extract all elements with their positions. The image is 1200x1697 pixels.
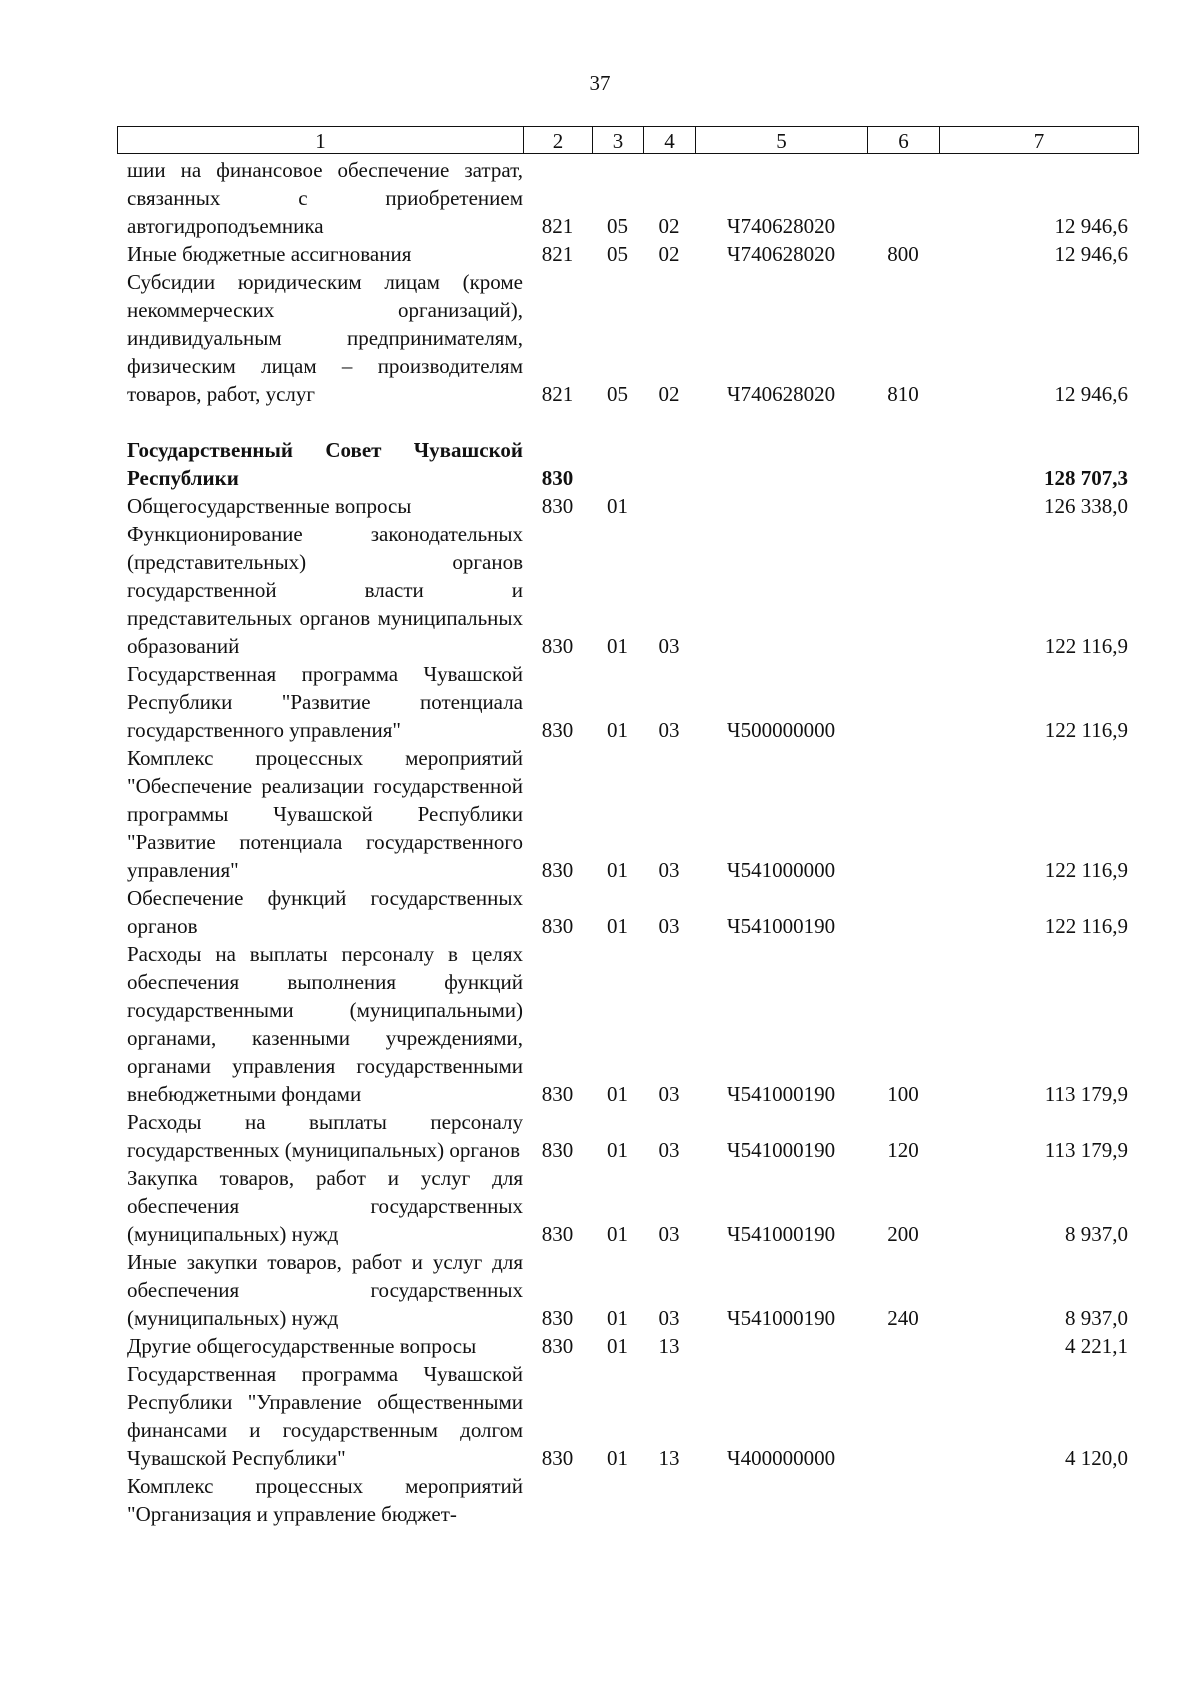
row-section-code: 01 bbox=[607, 1334, 628, 1358]
row-amount: 122 116,9 bbox=[1044, 858, 1128, 882]
row-ministry-code: 830 bbox=[541, 1446, 574, 1470]
table-row bbox=[117, 240, 1138, 268]
row-amount: 12 946,6 bbox=[1054, 214, 1128, 238]
row-description: Обеспечение функций государственных органов bbox=[127, 886, 523, 938]
row-ministry-code: 830 bbox=[541, 1138, 574, 1162]
row-amount: 122 116,9 bbox=[1044, 634, 1128, 658]
row-description: Функционирование законодательных (представительных) органов государственной власти и представительных органов муниципальных образований bbox=[127, 522, 523, 658]
row-amount: 12 946,6 bbox=[1054, 242, 1128, 266]
table-row bbox=[117, 940, 1138, 1108]
row-ministry-code: 830 bbox=[541, 1306, 574, 1330]
row-description: Иные закупки товаров, работ и услуг для обеспечения государственных (муниципальных) нужд bbox=[127, 1250, 523, 1330]
row-subsection-code: 03 bbox=[658, 1082, 680, 1106]
row-description: Субсидии юридическим лицам (кроме некоммерческих организаций), индивидуальным предпринимателям, физическим лицам – производителям товаров, работ, услуг bbox=[127, 270, 523, 406]
table-row bbox=[117, 744, 1138, 884]
column-header-6: 6 bbox=[868, 127, 940, 154]
row-subsection-code: 03 bbox=[658, 1306, 680, 1330]
row-amount: 122 116,9 bbox=[1044, 718, 1128, 742]
row-target-article: Ч541000190 bbox=[726, 914, 836, 938]
table-row bbox=[117, 1472, 1138, 1528]
table-row bbox=[117, 660, 1138, 744]
row-description: Государственная программа Чувашской Республики "Развитие потенциала государственного управления" bbox=[127, 662, 523, 742]
table-row bbox=[117, 1248, 1138, 1332]
row-ministry-code: 830 bbox=[541, 634, 574, 658]
row-expense-type: 810 bbox=[887, 382, 919, 406]
table-row bbox=[117, 492, 1138, 520]
row-target-article: Ч541000190 bbox=[726, 1082, 836, 1106]
column-header-3: 3 bbox=[593, 127, 644, 154]
row-expense-type: 120 bbox=[887, 1138, 919, 1162]
row-spacer bbox=[117, 408, 1138, 436]
row-amount: 4 120,0 bbox=[1065, 1446, 1128, 1470]
row-section-code: 01 bbox=[607, 718, 628, 742]
column-header-row bbox=[118, 127, 1139, 154]
row-subsection-code: 02 bbox=[658, 242, 680, 266]
row-ministry-code: 830 bbox=[541, 1334, 574, 1358]
row-amount: 8 937,0 bbox=[1065, 1222, 1128, 1246]
row-section-code: 01 bbox=[607, 914, 628, 938]
row-subsection-code: 13 bbox=[658, 1446, 680, 1470]
row-amount: 122 116,9 bbox=[1044, 914, 1128, 938]
row-description: Государственный Совет Чувашской Республики bbox=[127, 438, 523, 490]
row-description: Государственная программа Чувашской Республики "Управление общественными финансами и государственным долгом Чувашской Республики" bbox=[127, 1362, 523, 1470]
row-subsection-code: 03 bbox=[658, 1222, 680, 1246]
row-target-article: Ч400000000 bbox=[726, 1446, 836, 1470]
page-number: 37 bbox=[589, 71, 611, 95]
row-description: Другие общегосударственные вопросы bbox=[127, 1334, 477, 1358]
row-amount: 126 338,0 bbox=[1044, 494, 1128, 518]
row-amount: 128 707,3 bbox=[1044, 466, 1128, 490]
table-row bbox=[117, 1164, 1138, 1248]
budget-table-body bbox=[117, 156, 1138, 1528]
row-target-article: Ч740628020 bbox=[726, 242, 836, 266]
row-subsection-code: 03 bbox=[658, 634, 680, 658]
row-ministry-code: 830 bbox=[541, 718, 574, 742]
row-ministry-code: 830 bbox=[541, 494, 574, 518]
row-subsection-code: 02 bbox=[658, 382, 680, 406]
row-description: Иные бюджетные ассигнования bbox=[127, 242, 412, 266]
table-row bbox=[117, 268, 1138, 408]
row-section-code: 01 bbox=[607, 858, 628, 882]
table-row bbox=[117, 1108, 1138, 1164]
row-section-code: 01 bbox=[607, 1446, 628, 1470]
row-section-code: 05 bbox=[607, 214, 628, 238]
row-ministry-code: 830 bbox=[541, 858, 574, 882]
row-subsection-code: 02 bbox=[658, 214, 680, 238]
row-amount: 113 179,9 bbox=[1044, 1138, 1128, 1162]
column-header-7: 7 bbox=[940, 127, 1139, 154]
row-description: шии на финансовое обеспечение затрат, связанных с приобретением автогидроподъемника bbox=[127, 158, 523, 238]
table-row bbox=[117, 1332, 1138, 1360]
row-description: Расходы на выплаты персоналу в целях обеспечения выполнения функций государственными (муниципальными) органами, казенными учреждениями, органами управления государственными внебюджетными фондами bbox=[127, 942, 523, 1106]
row-section-code: 01 bbox=[607, 1222, 628, 1246]
row-section-code: 01 bbox=[607, 1082, 628, 1106]
row-expense-type: 800 bbox=[887, 242, 919, 266]
table-row bbox=[117, 436, 1138, 492]
table-row bbox=[117, 884, 1138, 940]
row-description: Общегосударственные вопросы bbox=[127, 494, 412, 518]
row-ministry-code: 821 bbox=[541, 382, 574, 406]
row-ministry-code: 830 bbox=[541, 914, 574, 938]
row-amount: 12 946,6 bbox=[1054, 382, 1128, 406]
row-subsection-code: 03 bbox=[658, 858, 680, 882]
row-section-code: 01 bbox=[607, 1138, 628, 1162]
row-subsection-code: 13 bbox=[658, 1334, 680, 1358]
row-expense-type: 100 bbox=[887, 1082, 919, 1106]
row-section-code: 05 bbox=[607, 382, 628, 406]
column-header-1: 1 bbox=[118, 127, 524, 154]
row-expense-type: 200 bbox=[887, 1222, 919, 1246]
row-subsection-code: 03 bbox=[658, 718, 680, 742]
row-section-code: 01 bbox=[607, 1306, 628, 1330]
column-header-2: 2 bbox=[524, 127, 593, 154]
table-row bbox=[117, 1360, 1138, 1472]
row-section-code: 01 bbox=[607, 634, 628, 658]
row-description: Комплекс процессных мероприятий "Обеспечение реализации государственной программы Чувашской Республики "Развитие потенциала государственного управления" bbox=[127, 746, 523, 882]
row-target-article: Ч541000190 bbox=[726, 1222, 836, 1246]
row-target-article: Ч541000190 bbox=[726, 1306, 836, 1330]
row-ministry-code: 830 bbox=[541, 1222, 574, 1246]
row-target-article: Ч500000000 bbox=[726, 718, 836, 742]
row-target-article: Ч541000000 bbox=[726, 858, 836, 882]
row-subsection-code: 03 bbox=[658, 914, 680, 938]
row-ministry-code: 830 bbox=[541, 466, 574, 490]
column-header-table bbox=[117, 126, 1139, 154]
row-ministry-code: 821 bbox=[541, 242, 574, 266]
row-description: Комплекс процессных мероприятий "Организация и управление бюджет- bbox=[127, 1474, 523, 1526]
table-row bbox=[117, 520, 1138, 660]
row-expense-type: 240 bbox=[887, 1306, 919, 1330]
row-ministry-code: 821 bbox=[541, 214, 574, 238]
row-ministry-code: 830 bbox=[541, 1082, 574, 1106]
row-target-article: Ч541000190 bbox=[726, 1138, 836, 1162]
row-target-article: Ч740628020 bbox=[726, 214, 836, 238]
row-section-code: 01 bbox=[607, 494, 628, 518]
row-amount: 4 221,1 bbox=[1065, 1334, 1128, 1358]
row-description: Расходы на выплаты персоналу государственных (муниципальных) органов bbox=[127, 1110, 523, 1162]
column-header-4: 4 bbox=[644, 127, 696, 154]
row-target-article: Ч740628020 bbox=[726, 382, 836, 406]
row-subsection-code: 03 bbox=[658, 1138, 680, 1162]
column-header-5: 5 bbox=[696, 127, 868, 154]
table-row bbox=[117, 156, 1138, 240]
row-description: Закупка товаров, работ и услуг для обеспечения государственных (муниципальных) нужд bbox=[127, 1166, 523, 1246]
row-amount: 8 937,0 bbox=[1065, 1306, 1128, 1330]
row-section-code: 05 bbox=[607, 242, 628, 266]
row-amount: 113 179,9 bbox=[1044, 1082, 1128, 1106]
